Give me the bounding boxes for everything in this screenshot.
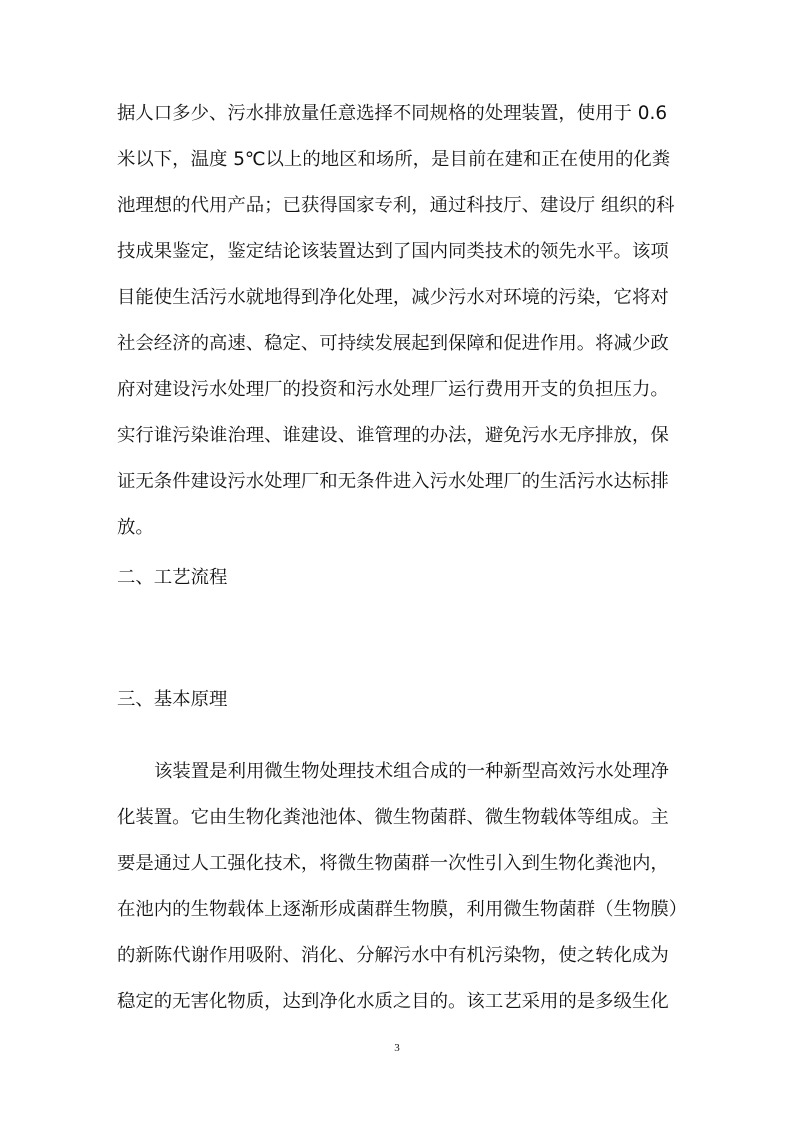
page-number: 3	[394, 1042, 400, 1054]
paragraph2-line: 化装置。它由生物化粪池池体、微生物菌群、微生物载体等组成。主	[117, 807, 669, 828]
section-heading-process: 二、工艺流程	[117, 567, 228, 588]
paragraph1-line: 府对建设污水处理厂的投资和污水处理厂运行费用开支的负担压力。	[117, 379, 669, 400]
paragraph1-line: 证无条件建设污水处理厂和无条件进入污水处理厂的生活污水达标排	[117, 471, 669, 492]
paragraph2-line: 稳定的无害化物质，达到净化水质之目的。该工艺采用的是多级生化	[117, 991, 669, 1012]
paragraph1-line: 放。	[117, 517, 154, 538]
paragraph1-line: 据人口多少、污水排放量任意选择不同规格的处理装置，使用于 0.6	[117, 103, 668, 124]
paragraph2-line: 在池内的生物载体上逐渐形成菌群生物膜，利用微生物菌群（生物膜）	[117, 899, 688, 920]
paragraph2-line: 该装置是利用微生物处理技术组合成的一种新型高效污水处理净	[154, 761, 669, 782]
paragraph1-line: 实行谁污染谁治理、谁建设、谁管理的办法，避免污水无序排放，保	[117, 425, 669, 446]
paragraph2-line: 的新陈代谢作用吸附、消化、分解污水中有机污染物，使之转化成为	[117, 945, 669, 966]
paragraph1-line: 技成果鉴定，鉴定结论该装置达到了国内同类技术的领先水平。该项	[117, 241, 669, 262]
paragraph1-line: 目能使生活污水就地得到净化处理，减少污水对环境的污染，它将对	[117, 287, 669, 308]
paragraph1-line: 社会经济的高速、稳定、可持续发展起到保障和促进作用。将减少政	[117, 333, 669, 354]
paragraph1-line: 池理想的代用产品；已获得国家专利，通过科技厅、建设厅 组织的科	[117, 195, 675, 216]
paragraph1-line: 米以下，温度 5℃以上的地区和场所，是目前在建和正在使用的化粪	[117, 149, 671, 170]
section-heading-principle: 三、基本原理	[117, 689, 228, 710]
paragraph2-line: 要是通过人工强化技术，将微生物菌群一次性引入到生物化粪池内，	[117, 853, 669, 874]
